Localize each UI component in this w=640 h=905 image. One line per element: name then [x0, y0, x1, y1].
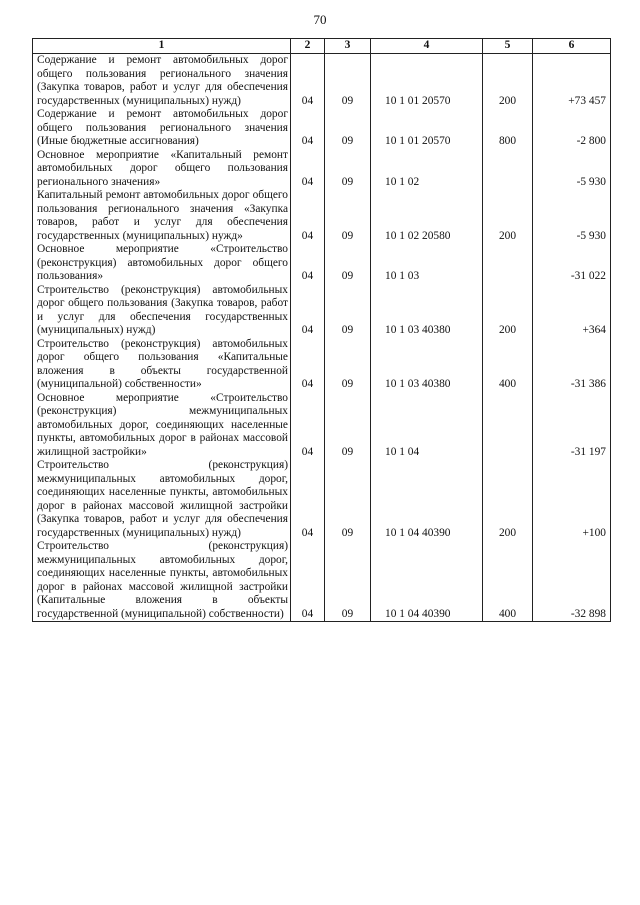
table-row: [33, 149, 611, 190]
table-header-row: [33, 39, 611, 54]
row-target-code-cell: 10 1 04 40390: [371, 540, 483, 622]
row-amount-cell: +100: [533, 459, 611, 540]
column-header: 5: [483, 39, 533, 54]
row-expense-type-cell: [483, 243, 533, 284]
row-section-cell: 04: [291, 149, 325, 190]
row-expense-type-cell: 800: [483, 108, 533, 149]
row-expense-type-cell: 400: [483, 540, 533, 622]
row-name-cell: Содержание и ремонт автомобильных дорог общего пользования регионального значения (Закупка товаров, работ и услуг для обеспечения государственных (муниципальных) нужд): [33, 54, 291, 109]
table-row: [33, 540, 611, 622]
column-header: 1: [33, 39, 291, 54]
table-row: [33, 284, 611, 338]
row-section-cell: 04: [291, 392, 325, 460]
budget-table: [32, 38, 611, 622]
table-row: [33, 338, 611, 392]
table-row: [33, 54, 611, 109]
row-target-code-cell: 10 1 03: [371, 243, 483, 284]
row-subsection-cell: 09: [325, 189, 371, 243]
row-section-cell: 04: [291, 108, 325, 149]
row-name-cell: Капитальный ремонт автомобильных дорог общего пользования регионального значения «Закупка товаров, работ и услуг для обеспечения государственных (муниципальных) нужд»: [33, 189, 291, 243]
row-amount-cell: -31 386: [533, 338, 611, 392]
row-expense-type-cell: [483, 392, 533, 460]
row-target-code-cell: 10 1 01 20570: [371, 108, 483, 149]
row-subsection-cell: 09: [325, 108, 371, 149]
table-row: [33, 108, 611, 149]
row-expense-type-cell: 200: [483, 189, 533, 243]
page-number: 70: [313, 12, 327, 27]
row-amount-cell: -5 930: [533, 149, 611, 190]
column-header: 4: [371, 39, 483, 54]
row-subsection-cell: 09: [325, 338, 371, 392]
row-subsection-cell: 09: [325, 459, 371, 540]
row-target-code-cell: 10 1 03 40380: [371, 338, 483, 392]
row-subsection-cell: 09: [325, 540, 371, 622]
row-name-cell: Основное мероприятие «Строительство (реконструкция) автомобильных дорог общего пользования»: [33, 243, 291, 284]
row-name-cell: Содержание и ремонт автомобильных дорог общего пользования регионального значения (Иные бюджетные ассигнования): [33, 108, 291, 149]
row-section-cell: 04: [291, 459, 325, 540]
row-section-cell: 04: [291, 338, 325, 392]
row-target-code-cell: 10 1 03 40380: [371, 284, 483, 338]
row-target-code-cell: 10 1 01 20570: [371, 54, 483, 109]
row-section-cell: 04: [291, 284, 325, 338]
row-expense-type-cell: 200: [483, 284, 533, 338]
row-subsection-cell: 09: [325, 54, 371, 109]
row-target-code-cell: 10 1 02 20580: [371, 189, 483, 243]
row-name-cell: Основное мероприятие «Капитальный ремонт автомобильных дорог общего пользования регионального значения»: [33, 149, 291, 190]
row-section-cell: 04: [291, 54, 325, 109]
row-amount-cell: +364: [533, 284, 611, 338]
row-name-cell: Строительство (реконструкция) автомобильных дорог общего пользования (Закупка товаров, работ и услуг для обеспечения государственных (муниципальных) нужд): [33, 284, 291, 338]
row-amount-cell: +73 457: [533, 54, 611, 109]
row-amount-cell: -31 022: [533, 243, 611, 284]
row-target-code-cell: 10 1 02: [371, 149, 483, 190]
column-header: 3: [325, 39, 371, 54]
row-expense-type-cell: 400: [483, 338, 533, 392]
table-row: [33, 459, 611, 540]
row-expense-type-cell: 200: [483, 54, 533, 109]
row-amount-cell: -31 197: [533, 392, 611, 460]
row-expense-type-cell: 200: [483, 459, 533, 540]
row-amount-cell: -5 930: [533, 189, 611, 243]
table-row: [33, 243, 611, 284]
row-subsection-cell: 09: [325, 243, 371, 284]
table-row: [33, 392, 611, 460]
row-section-cell: 04: [291, 540, 325, 622]
row-subsection-cell: 09: [325, 392, 371, 460]
row-subsection-cell: 09: [325, 149, 371, 190]
column-header: 2: [291, 39, 325, 54]
row-section-cell: 04: [291, 189, 325, 243]
row-name-cell: Строительство (реконструкция) автомобильных дорог общего пользования «Капитальные вложения в объекты государственной (муниципальной) собственности»: [33, 338, 291, 392]
row-subsection-cell: 09: [325, 284, 371, 338]
row-name-cell: Строительство (реконструкция) межмуниципальных автомобильных дорог, соединяющих населенные пункты, автомобильных дорог в районах массовой жилищной застройки (Закупка товаров, работ и услуг для обеспечения государственных (муниципальных) нужд): [33, 459, 291, 540]
table-row: [33, 189, 611, 243]
row-name-cell: Строительство (реконструкция) межмуниципальных автомобильных дорог, соединяющих населенные пункты, автомобильных дорог в районах массовой жилищной застройки (Капитальные вложения в объекты государственной (муниципальной) собственности): [33, 540, 291, 622]
row-amount-cell: -32 898: [533, 540, 611, 622]
row-target-code-cell: 10 1 04 40390: [371, 459, 483, 540]
row-amount-cell: -2 800: [533, 108, 611, 149]
row-name-cell: Основное мероприятие «Строительство (реконструкция) межмуниципальных автомобильных дорог, соединяющих населенные пункты, автомобильных дорог в районах массовой жилищной застройки»: [33, 392, 291, 460]
column-header: 6: [533, 39, 611, 54]
row-expense-type-cell: [483, 149, 533, 190]
row-target-code-cell: 10 1 04: [371, 392, 483, 460]
row-section-cell: 04: [291, 243, 325, 284]
